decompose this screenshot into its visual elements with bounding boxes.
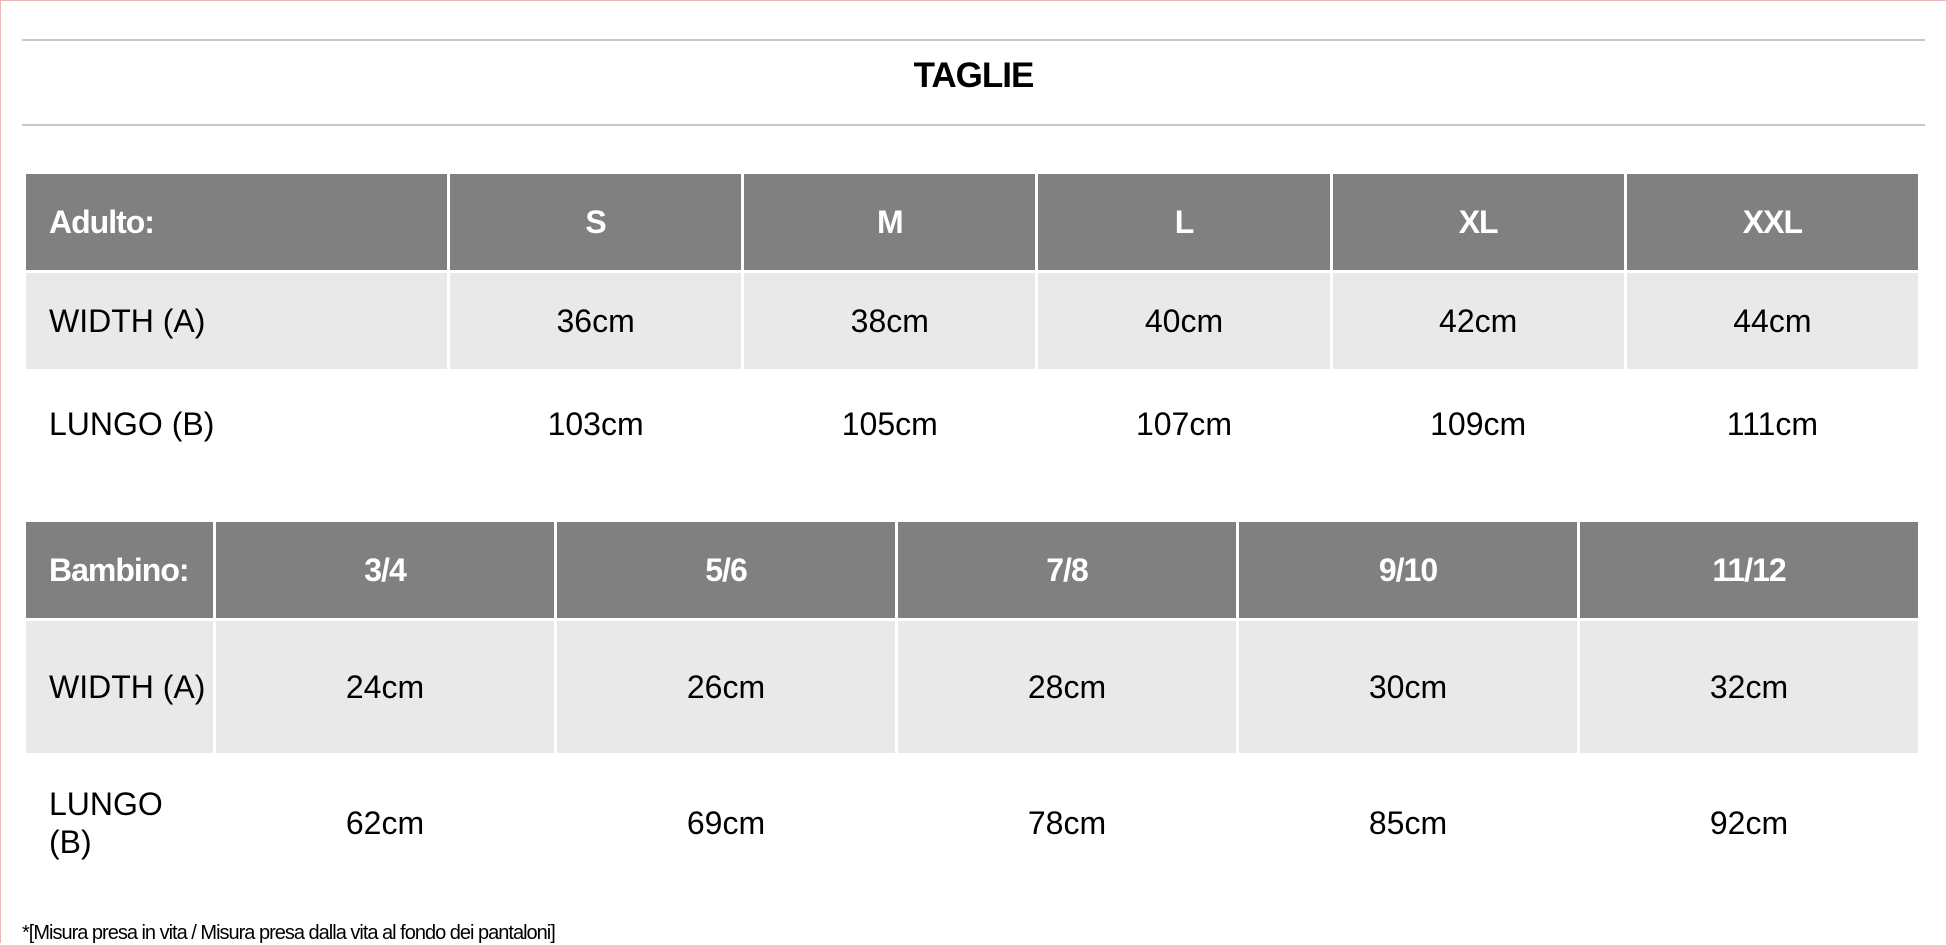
measurement-cell: 40cm — [1038, 273, 1329, 369]
adult-header-label: Adulto: — [26, 174, 447, 270]
measurement-cell: 42cm — [1333, 273, 1624, 369]
size-header: 5/6 — [557, 522, 895, 618]
measurement-cell: 26cm — [557, 621, 895, 753]
measurement-cell: 24cm — [216, 621, 554, 753]
measurement-cell: 36cm — [450, 273, 741, 369]
size-header: 3/4 — [216, 522, 554, 618]
table-row — [26, 273, 1918, 369]
row-label: WIDTH (A) — [26, 273, 447, 369]
measurement-cell: 62cm — [216, 756, 554, 890]
size-header: L — [1038, 174, 1329, 270]
frame-left-border — [0, 0, 1, 943]
measurement-cell: 105cm — [744, 372, 1035, 476]
title-bottom-divider — [22, 124, 1925, 126]
frame-top-border — [0, 0, 1946, 1]
measurement-cell: 44cm — [1627, 273, 1918, 369]
row-label: LUNGO (B) — [26, 756, 213, 890]
size-header: 9/10 — [1239, 522, 1577, 618]
measurement-cell: 85cm — [1239, 756, 1577, 890]
size-header: XL — [1333, 174, 1624, 270]
adult-header-row — [26, 174, 1918, 270]
row-label: WIDTH (A) — [26, 621, 213, 753]
measurement-cell: 109cm — [1333, 372, 1624, 476]
size-header: S — [450, 174, 741, 270]
child-size-table — [23, 519, 1921, 893]
size-header: M — [744, 174, 1035, 270]
measurement-cell: 92cm — [1580, 756, 1918, 890]
measurement-cell: 32cm — [1580, 621, 1918, 753]
table-row — [26, 621, 1918, 753]
measurement-cell: 28cm — [898, 621, 1236, 753]
measurement-cell: 103cm — [450, 372, 741, 476]
measurement-cell: 69cm — [557, 756, 895, 890]
footnote: *[Misura presa in vita / Misura presa dalla vita al fondo dei pantaloni] — [22, 922, 555, 944]
size-header: XXL — [1627, 174, 1918, 270]
page-title: TAGLIE — [913, 56, 1034, 95]
size-header: 7/8 — [898, 522, 1236, 618]
size-header: 11/12 — [1580, 522, 1918, 618]
measurement-cell: 107cm — [1038, 372, 1329, 476]
title-top-divider — [22, 39, 1925, 41]
child-header-label: Bambino: — [26, 522, 213, 618]
measurement-cell: 38cm — [744, 273, 1035, 369]
measurement-cell: 30cm — [1239, 621, 1577, 753]
row-label: LUNGO (B) — [26, 372, 447, 476]
measurement-cell: 78cm — [898, 756, 1236, 890]
adult-size-table — [23, 171, 1921, 479]
table-row — [26, 372, 1918, 476]
measurement-cell: 111cm — [1627, 372, 1918, 476]
child-header-row — [26, 522, 1918, 618]
table-row — [26, 756, 1918, 890]
